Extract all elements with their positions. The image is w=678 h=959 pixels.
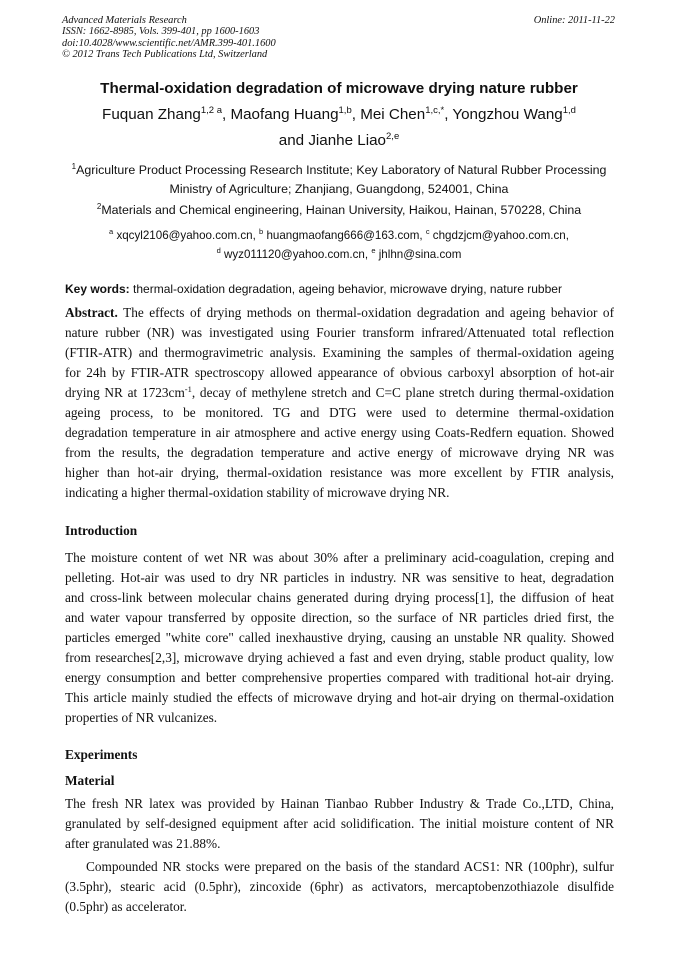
author-affiliation-mark: 1,b (338, 105, 352, 116)
material-subheading: Material (65, 773, 115, 788)
intro-line: This article mainly studied the effects of microwave drying and hot-air drying on thermal-oxidation (65, 690, 614, 705)
abstract-line: higher than hot-air drying, thermal-oxidation resistance was more excellent by FTIR analysis, (65, 465, 614, 480)
email-line-1 (0, 229, 678, 242)
affiliation-text: Agriculture Product Processing Research Institute; Key Laboratory of Natural Rubber Processing (76, 163, 607, 177)
journal-header (62, 15, 276, 60)
author-name: Maofang Huang (230, 106, 339, 123)
intro-line: and cross-link between molecular chains generated during drying process[1], the diffusion of heat (65, 590, 614, 605)
author-line-2 (0, 132, 678, 149)
abstract-text: , decay of methylene stretch and C=C plane stretch during thermal-oxidation (191, 385, 614, 400)
keywords (65, 282, 562, 296)
material-line: (3.5phr), stearic acid (0.5phr), zincoxide (6phr) as activators, mercaptobenzothiazole disulfide (65, 879, 614, 894)
abstract-label: Abstract. (65, 305, 118, 320)
issn-line: ISSN: 1662-8985, Vols. 399-401, pp 1600-1603 (62, 26, 260, 38)
keywords-text: thermal-oxidation degradation, ageing behavior, microwave drying, nature rubber (129, 282, 562, 296)
author-separator: , (444, 106, 453, 123)
email-mark: c (425, 227, 430, 236)
intro-line: particles emerged "white core" called inexhaustive drying, causing an unstable NR quality. Showed (65, 630, 614, 645)
copyright-line: © 2012 Trans Tech Publications Ltd, Switzerland (62, 48, 268, 60)
introduction-heading: Introduction (65, 523, 138, 538)
affiliation-text: Materials and Chemical engineering, Hainan University, Haikou, Hainan, 570228, China (101, 203, 582, 217)
author-conjunction: and (278, 132, 309, 149)
experiments-heading: Experiments (65, 747, 138, 762)
abstract-text: The effects of drying methods on thermal-oxidation degradation and ageing behavior of (117, 305, 614, 320)
keywords-label: Key words: (65, 282, 130, 296)
author-separator: , (351, 106, 361, 123)
author-name: Jianhe Liao (308, 132, 387, 149)
abstract-text: drying NR at 1723cm (65, 385, 185, 400)
email-mark: e (371, 246, 376, 255)
author-name: Fuquan Zhang (102, 106, 201, 123)
email-mark: a (109, 227, 114, 236)
email-mark: b (259, 227, 264, 236)
abstract-line: for 24h by FTIR-ATR spectroscopy allowed appearance of obvious carboxyl absorption of hot-air (65, 365, 614, 380)
author-line-1 (0, 106, 678, 123)
author-affiliation-mark: 1,c,* (425, 105, 445, 116)
author-affiliation-mark: 1,2 a (200, 105, 222, 116)
abstract-line: degradation temperature in air atmosphere and active energy using Coats-Redfern equation. Showed (65, 425, 614, 440)
material-line: Compounded NR stocks were prepared on the basis of the standard ACS1: NR (100phr), sulfur (86, 859, 614, 874)
email-address: huangmaofang666@163.com, (263, 229, 426, 242)
material-line: granulated by self-designed equipment after acid solidification. The initial moisture content of NR (65, 816, 614, 831)
doi-line: doi:10.4028/www.scientific.net/AMR.399-401.1600 (62, 37, 276, 49)
material-line: (0.5phr) as accelerator. (65, 899, 187, 914)
abstract-line: ageing process, to be monitored. TG and DTG were used to determine thermal-oxidation (65, 405, 614, 420)
paper-title: Thermal-oxidation degradation of microwave drying nature rubber (100, 80, 578, 97)
author-separator: , (221, 106, 231, 123)
email-line-2 (0, 248, 678, 261)
intro-line: from researches[2,3], microwave drying achieved a fast and even drying, stable product quality, low (65, 650, 614, 665)
abstract-line: from the results, the degradation temperature and active energy of microwave drying NR was (65, 445, 614, 460)
author-name: Yongzhou Wang (452, 106, 563, 123)
email-address: jhlhn@sina.com (375, 248, 462, 261)
intro-line: and water vapour transferred by opposite direction, so the surface of NR particles dried first, the (65, 610, 614, 625)
author-affiliation-mark: 1,d (562, 105, 576, 116)
affiliation-mark: 2 (96, 202, 102, 211)
material-line: after granulated was 21.88%. (65, 836, 221, 851)
affiliation-2 (0, 203, 678, 217)
intro-line: properties of NR vulcanizes. (65, 710, 218, 725)
abstract-superscript: -1 (184, 384, 192, 394)
material-line: The fresh NR latex was provided by Hainan Tianbao Rubber Industry & Trade Co.,LTD, China, (65, 796, 614, 811)
author-name: Mei Chen (360, 106, 426, 123)
email-address: wyz011120@yahoo.com.cn, (220, 248, 372, 261)
intro-line: The moisture content of wet NR was about 30% after a preliminary acid-coagulation, creping and (65, 550, 614, 565)
abstract-line: (FTIR-ATR) and thermogravimetric analysis. Examining the samples of thermal-oxidation ageing (65, 345, 614, 360)
abstract-line: indicating a higher thermal-oxidation stability of microwave drying NR. (65, 485, 450, 500)
affiliation-1-line-1 (0, 163, 678, 177)
abstract-line: nature rubber (NR) was investigated using Fourier transform infrared/Attenuated total reflection (65, 325, 614, 340)
abstract-line (65, 303, 614, 322)
email-mark: d (216, 246, 221, 255)
journal-name: Advanced Materials Research (62, 15, 187, 26)
intro-line: energy consumption and better comprehensive properties compared with traditional hot-air drying. (65, 670, 614, 685)
email-address: chgdzjcm@yahoo.com.cn, (429, 229, 569, 242)
email-address: xqcyl2106@yahoo.com.cn, (113, 229, 260, 242)
intro-line: pelleting. Hot-air was used to dry NR particles in industry. NR was sensitive to heat, degradation (65, 570, 614, 585)
online-date: Online: 2011-11-22 (533, 15, 615, 26)
abstract-line (65, 383, 614, 402)
author-affiliation-mark: 2,e (386, 131, 400, 142)
affiliation-mark: 1 (71, 162, 77, 171)
affiliation-1-line-2: Ministry of Agriculture; Zhanjiang, Guangdong, 524001, China (169, 182, 509, 196)
